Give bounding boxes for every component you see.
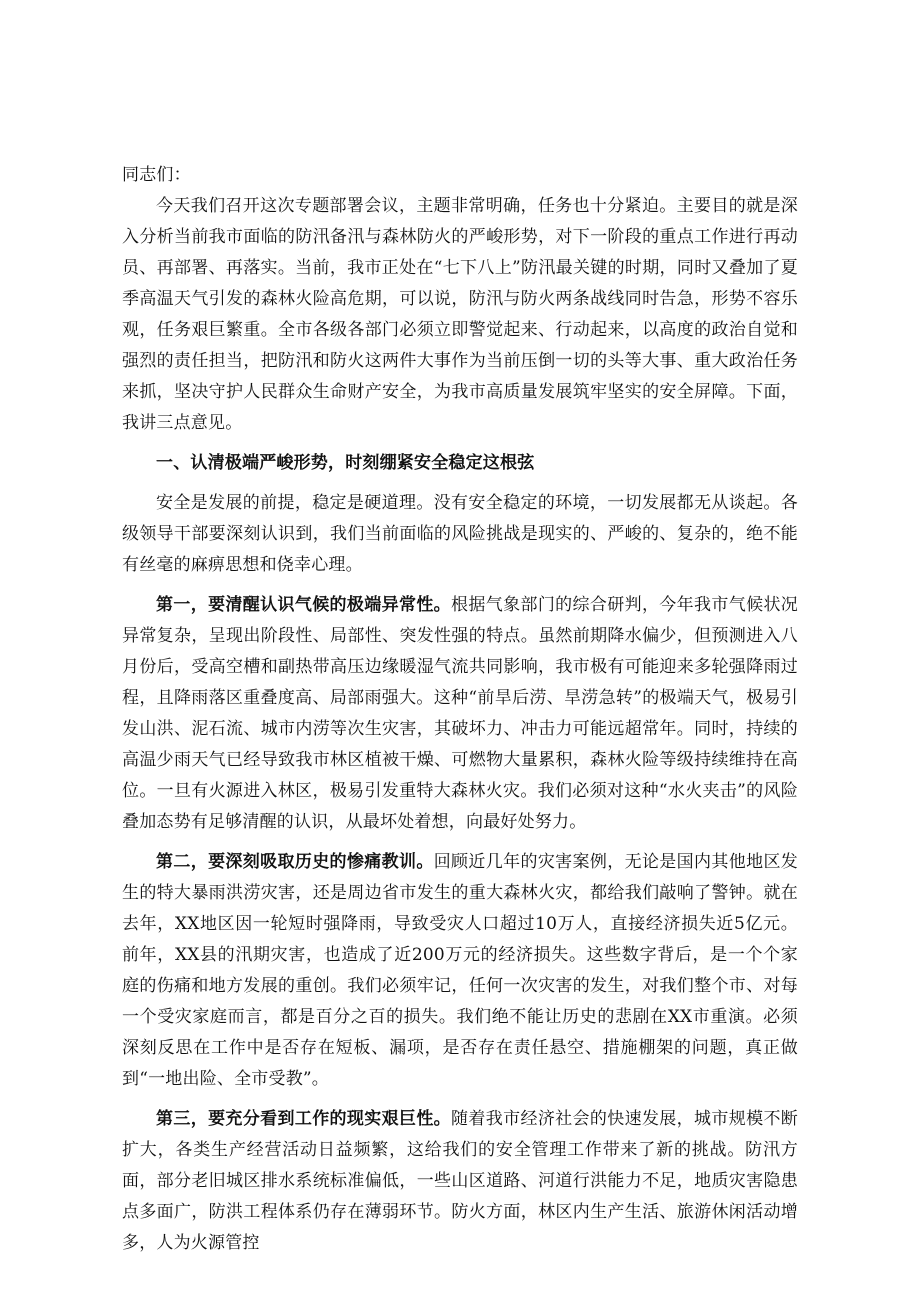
- point-1-lead: 第一，要清醒认识气候的极端异常性。: [156, 595, 452, 615]
- point-3-paragraph: [122, 1104, 798, 1259]
- section-1-intro-paragraph: 安全是发展的前提，稳定是硬道理。没有安全稳定的环境，一切发展都无从谈起。各级领导干部要深刻认识到，我们当前面临的风险挑战是现实的、严峻的、复杂的，绝不能有丝毫的麻痹思想和侥幸心理。: [122, 493, 798, 575]
- point-3-lead: 第三，要充分看到工作的现实艰巨性。: [156, 1109, 452, 1129]
- point-2-paragraph: [122, 847, 798, 1095]
- point-2-lead: 第二，要深刻吸取历史的惨痛教训。: [156, 852, 434, 872]
- point-1-paragraph: [122, 590, 798, 838]
- point-1-body: 根据气象部门的综合研判，今年我市气候状况异常复杂，呈现出阶段性、局部性、突发性强的特点。虽然前期降水偏少，但预测进入八月份后，受高空槽和副热带高压边缘暖湿气流共同影响，我市极有可能迎来多轮强降雨过程，且降雨落区重叠度高、局部雨强大。这种“前旱后涝、旱涝急转”的极端天气，极易引发山洪、泥石流、城市内涝等次生灾害，其破坏力、冲击力可能远超常年。同时，持续的高温少雨天气已经导致我市林区植被干燥、可燃物大量累积，森林火险等级持续维持在高位。一旦有火源进入林区，极易引发重特大森林火灾。我们必须对这种“水火夹击”的风险叠加态势有足够清醒的认识，从最坏处着想，向最好处努力。: [122, 595, 798, 832]
- section-1-heading: 一、认清极端严峻形势，时刻绷紧安全稳定这根弦: [156, 453, 535, 473]
- point-2-body: 回顾近几年的灾害案例，无论是国内其他地区发生的特大暴雨洪涝灾害，还是周边省市发生的重大森林火灾，都给我们敲响了警钟。就在去年，XX地区因一轮短时强降雨，导致受灾人口超过10万人，直接经济损失近5亿元。前年，XX县的汛期灾害，也造成了近200万元的经济损失。这些数字背后，是一个个家庭的伤痛和地方发展的重创。我们必须牢记，任何一次灾害的发生，对我们整个市、对每一个受灾家庭而言，都是百分之百的损失。我们绝不能让历史的悲剧在XX市重演。必须深刻反思在工作中是否存在短板、漏项，是否存在责任悬空、措施棚架的问题，真正做到“一地出险、全市受教”。: [122, 852, 798, 1089]
- document-body: [122, 160, 798, 1268]
- salutation: 同志们：: [122, 165, 191, 185]
- point-3-body: 随着我市经济社会的快速发展，城市规模不断扩大，各类生产经营活动日益频繁，这给我们的安全管理工作带来了新的挑战。防汛方面，部分老旧城区排水系统标准偏低，一些山区道路、河道行洪能力不足，地质灾害隐患点多面广，防洪工程体系仍存在薄弱环节。防火方面，林区内生产生活、旅游休闲活动增多，人为火源管控: [122, 1109, 798, 1253]
- intro-paragraph: 今天我们召开这次专题部署会议，主题非常明确，任务也十分紧迫。主要目的就是深入分析当前我市面临的防汛备汛与森林防火的严峻形势，对下一阶段的重点工作进行再动员、再部署、再落实。当前，我市正处在“七下八上”防汛最关键的时期，同时又叠加了夏季高温天气引发的森林火险高危期，可以说，防汛与防火两条战线同时告急，形势不容乐观，任务艰巨繁重。全市各级各部门必须立即警觉起来、行动起来，以高度的政治自觉和强烈的责任担当，把防汛和防火这两件大事作为当前压倒一切的头等大事、重大政治任务来抓，坚决守护人民群众生命财产安全，为我市高质量发展筑牢坚实的安全屏障。下面，我讲三点意见。: [122, 196, 798, 433]
